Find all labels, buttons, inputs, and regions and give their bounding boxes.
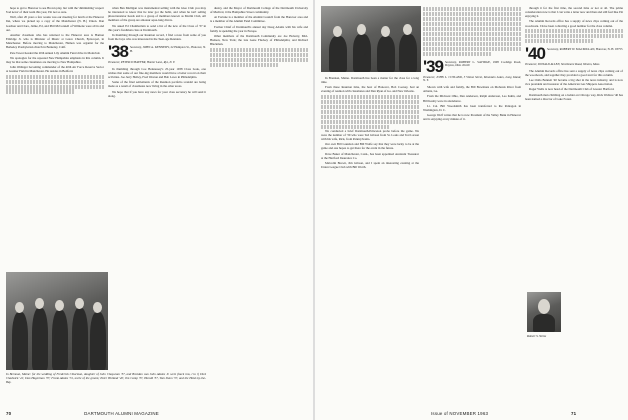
text-line — [210, 53, 308, 57]
paragraph: In thumbing through our Reunion record, I find a note from some of you from the boys who was interested in the Teen-age Reunion. — [108, 32, 206, 42]
text-line — [423, 7, 521, 11]
paragraph: Malcolm Brown, Jim Gibson, and I spent an interesting evening at the Union League Club with Bill Worth. — [321, 160, 419, 170]
portrait-photo — [527, 292, 561, 332]
right-column-3 — [525, 6, 623, 102]
text-line — [6, 89, 75, 93]
paragraph: In Brennan, Maine. Dartmouth has been a matter for the class for a long time. — [321, 76, 419, 85]
text-line — [423, 42, 521, 46]
paragraph: hope to get to Hanover to see Brown play, but with the 'diminishing' respect 'bad news' of their team this year, I'm not so sure. — [6, 6, 104, 15]
paragraph: We conducted a brief Dartmouth-Princeton probe before the game. We were the number of '39 who were Ted Gibson from St. Louis and Ted Larson with his wife, Rick, from Pennsylvania. — [321, 128, 419, 141]
paragraph: The Alumni Records office has a supply of news clips coming out of the woodwork. I have been collecting a good number for the class column. — [525, 19, 623, 28]
text-line — [423, 47, 521, 51]
text-line — [525, 29, 623, 33]
text-line — [321, 105, 419, 109]
text-line — [321, 100, 419, 104]
text-line — [423, 17, 521, 21]
paragraph: Another classmate who has returned to the Hanover area is Hamon Eldridge Jr. who is Minister of Music at Grace Church, Episcopal, in Manchester. Before moving to Manchester, Hamon was organist for the Berkeley Presbyterian church in Berkeley, Calif. — [6, 32, 104, 50]
photo-face — [75, 298, 84, 309]
paragraph: through it for the first time, the second time or not at all. The prime consideration now is that I can write a letter now and then and still feel like I'm enjoying it. — [525, 6, 623, 19]
paragraph: Shown with wife and family, the Bill Bowmans on Mohawk River from Atlanta, Ga. — [423, 85, 521, 94]
photo-caption: In Brennan, Maine: for the wedding of Frederick Chiarman, daughter of John Chap-man '37, and Brendan was John Adams Jr. were (back row, l to r) Dick Chadwick '41; Dan Hagerman '37; Frank Adams '31, uncle of the groom; Peter Holland '40; Jim Camp '37, Harold '37, Tom Dunn '37, and the Hotel-by-the-Bay. — [6, 372, 206, 384]
class-treasurer: Treasurer, PETER SCHAEFER, Hunter Lane, Rye, N. Y. — [108, 60, 176, 65]
paragraph: Some of the final settlements of the Reunion portfolio scandal are being made as a result of classmates now living in the other areas. — [108, 80, 206, 89]
left-column-1 — [6, 6, 104, 94]
portrait-caption: Robert S. Weiss — [527, 334, 547, 338]
class-secretary: Secretary, ROBERT L. SAVIDGE, 1908 Coolidge Road, Dayton, Ohio 45419 — [444, 59, 521, 68]
photo-face — [538, 299, 550, 314]
photo-face — [55, 300, 64, 311]
text-line — [321, 95, 419, 99]
text-line — [6, 75, 104, 79]
class-secretary: Secretary, JOHN A. KENNEDY, 22 Hampton St., Hanover, N. H. — [129, 45, 206, 53]
running-title: DARTMOUTH ALUMNI MAGAZINE — [84, 411, 159, 416]
text-line — [423, 37, 521, 41]
right-column-1 — [321, 76, 419, 170]
class-number: '40 — [525, 43, 545, 63]
text-line — [321, 115, 419, 119]
paragraph: We asked Ed Chamberlain to send a list of the new of the Class of '37 in this year's freshman class at Dartmouth. — [108, 23, 206, 32]
paragraph: Our own Bill Laundon and Bill Wolfe say that they were lucky to be at the game and one hopes to get there for the event in the future. — [321, 142, 419, 151]
class-heading-38 — [108, 42, 206, 62]
photo-face — [403, 24, 412, 35]
text-line — [423, 22, 521, 26]
text-line — [6, 85, 104, 89]
right-page — [315, 0, 628, 420]
photo-figure — [377, 36, 395, 72]
text-line — [423, 12, 521, 16]
right-footer — [431, 411, 576, 416]
page-number: 71 — [570, 411, 577, 416]
photo-face — [333, 26, 342, 37]
paragraph: dustry, and the Mayor of Dartmouth College of the Dartmouth University of Medical, it the Hampshire Street community. — [210, 6, 308, 15]
paragraph: In thumbing through Coe Hennessey's 25-year 1938 Class book, one wishes that some of our fine-ing members would have a better record on their activities. Joe Jerry Holley, Fred Weston and Bob Lowe in Philadelphia. — [108, 66, 206, 79]
left-page — [0, 0, 313, 420]
text-line — [423, 27, 521, 31]
photo-face — [357, 24, 366, 35]
photo-face — [93, 302, 102, 313]
photo-figure — [12, 312, 28, 370]
paragraph: Dave Baker of Manchester, Conn., has been appointed Assistant Treasurer at the Hartford Insurance Co. — [321, 151, 419, 160]
text-line — [321, 125, 390, 129]
paragraph: Dartmouth men climbing on a ladder on Chicago way, Rick Wallace '40 has been named a director of Lake Forest. — [525, 92, 623, 101]
right-column-2 — [423, 6, 521, 123]
paragraph: The Alumni Records office has sent a supply of news clips coming out of the woodwork, and together they provided a good start for this column. — [525, 68, 623, 77]
photo-face — [15, 302, 24, 313]
paragraph: From the Midwest Ohio, Dan Anderson, Ralph Anderson, Leo Kuhn, and Bill Kealty were in attendance. — [423, 94, 521, 103]
class-secretary: Secretary, ROBERT W. MACMILLAN, Hanover, N. H. 03755 — [546, 46, 623, 51]
text-line — [321, 120, 419, 124]
text-line — [210, 48, 308, 52]
photo-figure — [533, 314, 555, 332]
photo-figure — [90, 312, 106, 370]
photo-figure — [399, 34, 417, 72]
text-line — [210, 58, 308, 62]
paragraph: when Ben Mulligan was instrumental selling with the Glee Club you may be interested to know that he later got the habit, and when he isn't selling phototransistor heads and is a group of members known as Marlin Club, All members of the group are amateur aqua-lung divers. — [108, 6, 206, 23]
class-treasurer: Treasurer, DONALD ALLEN, Strathmore Road, Weston, Mass. — [525, 61, 601, 66]
text-line — [6, 80, 104, 84]
photo-figure — [353, 34, 371, 72]
wedding-group-photo — [6, 272, 108, 370]
photo-figure — [329, 36, 347, 72]
paragraph: We apologize for the repeated New Hampshire emphasis in this column. It may be that some classmates are moving to New Hampshire. — [6, 55, 104, 64]
text-line — [423, 52, 492, 56]
class-treasurer: Treasurer, JOHN L. COTLAND, 5 Vinton Street, Mountain Lakes, Long Island, N. Y. — [423, 74, 521, 83]
paragraph: Well, after 20 years a few weeks was our meeting for lunch at the Hanover Inn, where we picked up a copy of the Manchester (N. H.) Union. Dan Gardner and Clara, Jamie, Ed, and Phil McConnell of Wilmette were all in and out. — [6, 15, 104, 32]
left-column-3 — [210, 6, 308, 67]
class-number: '38 — [108, 42, 128, 62]
paragraph: From these Reunion time, the host of Hanover, Bob Cooney, had an evening of reunion with classmates and Dan Ryan of Ga. and New Orleans. — [321, 85, 419, 94]
class-heading-40 — [525, 43, 623, 63]
paragraph: John Oblinger becoming commander of the 40th Air Force Reserve Sector at Grenier Field in Manchester. He resides in Bedford. — [6, 65, 104, 74]
text-line — [423, 32, 521, 36]
photo-figure — [72, 308, 88, 370]
left-column-2 — [108, 6, 206, 99]
page-number: 70 — [6, 411, 12, 416]
class-number: '39 — [423, 56, 443, 76]
text-line — [321, 110, 419, 114]
text-line — [525, 34, 623, 38]
left-footer — [6, 411, 159, 416]
paragraph: Roger Wells is now head of the Dartmouth Club of Greater Hartford. — [529, 87, 615, 92]
paragraph: Lee Oddo Bennett '40 became a big shot in the news industry, and is now vice president and treasurer of the American Gas Shippers Association. — [525, 77, 623, 86]
text-line — [210, 63, 279, 67]
photo-face — [381, 26, 390, 37]
photo-figure — [32, 308, 48, 370]
class-heading-39 — [423, 56, 521, 76]
dinner-group-photo — [321, 6, 421, 72]
paragraph: Lt. Col. Bill Woodsmith has been transferred to the Pentagon in Washington, D. C. — [423, 103, 521, 112]
text-line — [525, 39, 594, 43]
paragraph: Former Chief of Dartmouth's annual day Doug Adams with his wife and family is spending the year in Europe. — [210, 24, 308, 33]
paragraph: Pete Tower headed the 20th annual Lily Alumni Fund drive in Montclair. — [10, 50, 101, 55]
paragraph: Other members of the Dartmouth Community are Joe Hoberty, Mid-Hudson, New York; the late Gene Fluckey of Philadelphia; and Richard Blackman. — [210, 34, 308, 47]
paragraph: At Fortune is a member of the Alumni Council from the Hanover area and is a member of the Alumni Fund Committee. — [210, 15, 308, 24]
paragraph: George Wolf writes that he is now President of the Valley Bank in Hanover and is enjoying every minute of it. — [423, 113, 521, 122]
running-title: Issue of NOVEMBER 1963 — [431, 411, 489, 416]
paragraph: We hope that if you have any news for your class secretary he will send it along. — [108, 89, 206, 98]
photo-face — [35, 298, 44, 309]
photo-figure — [52, 310, 68, 370]
